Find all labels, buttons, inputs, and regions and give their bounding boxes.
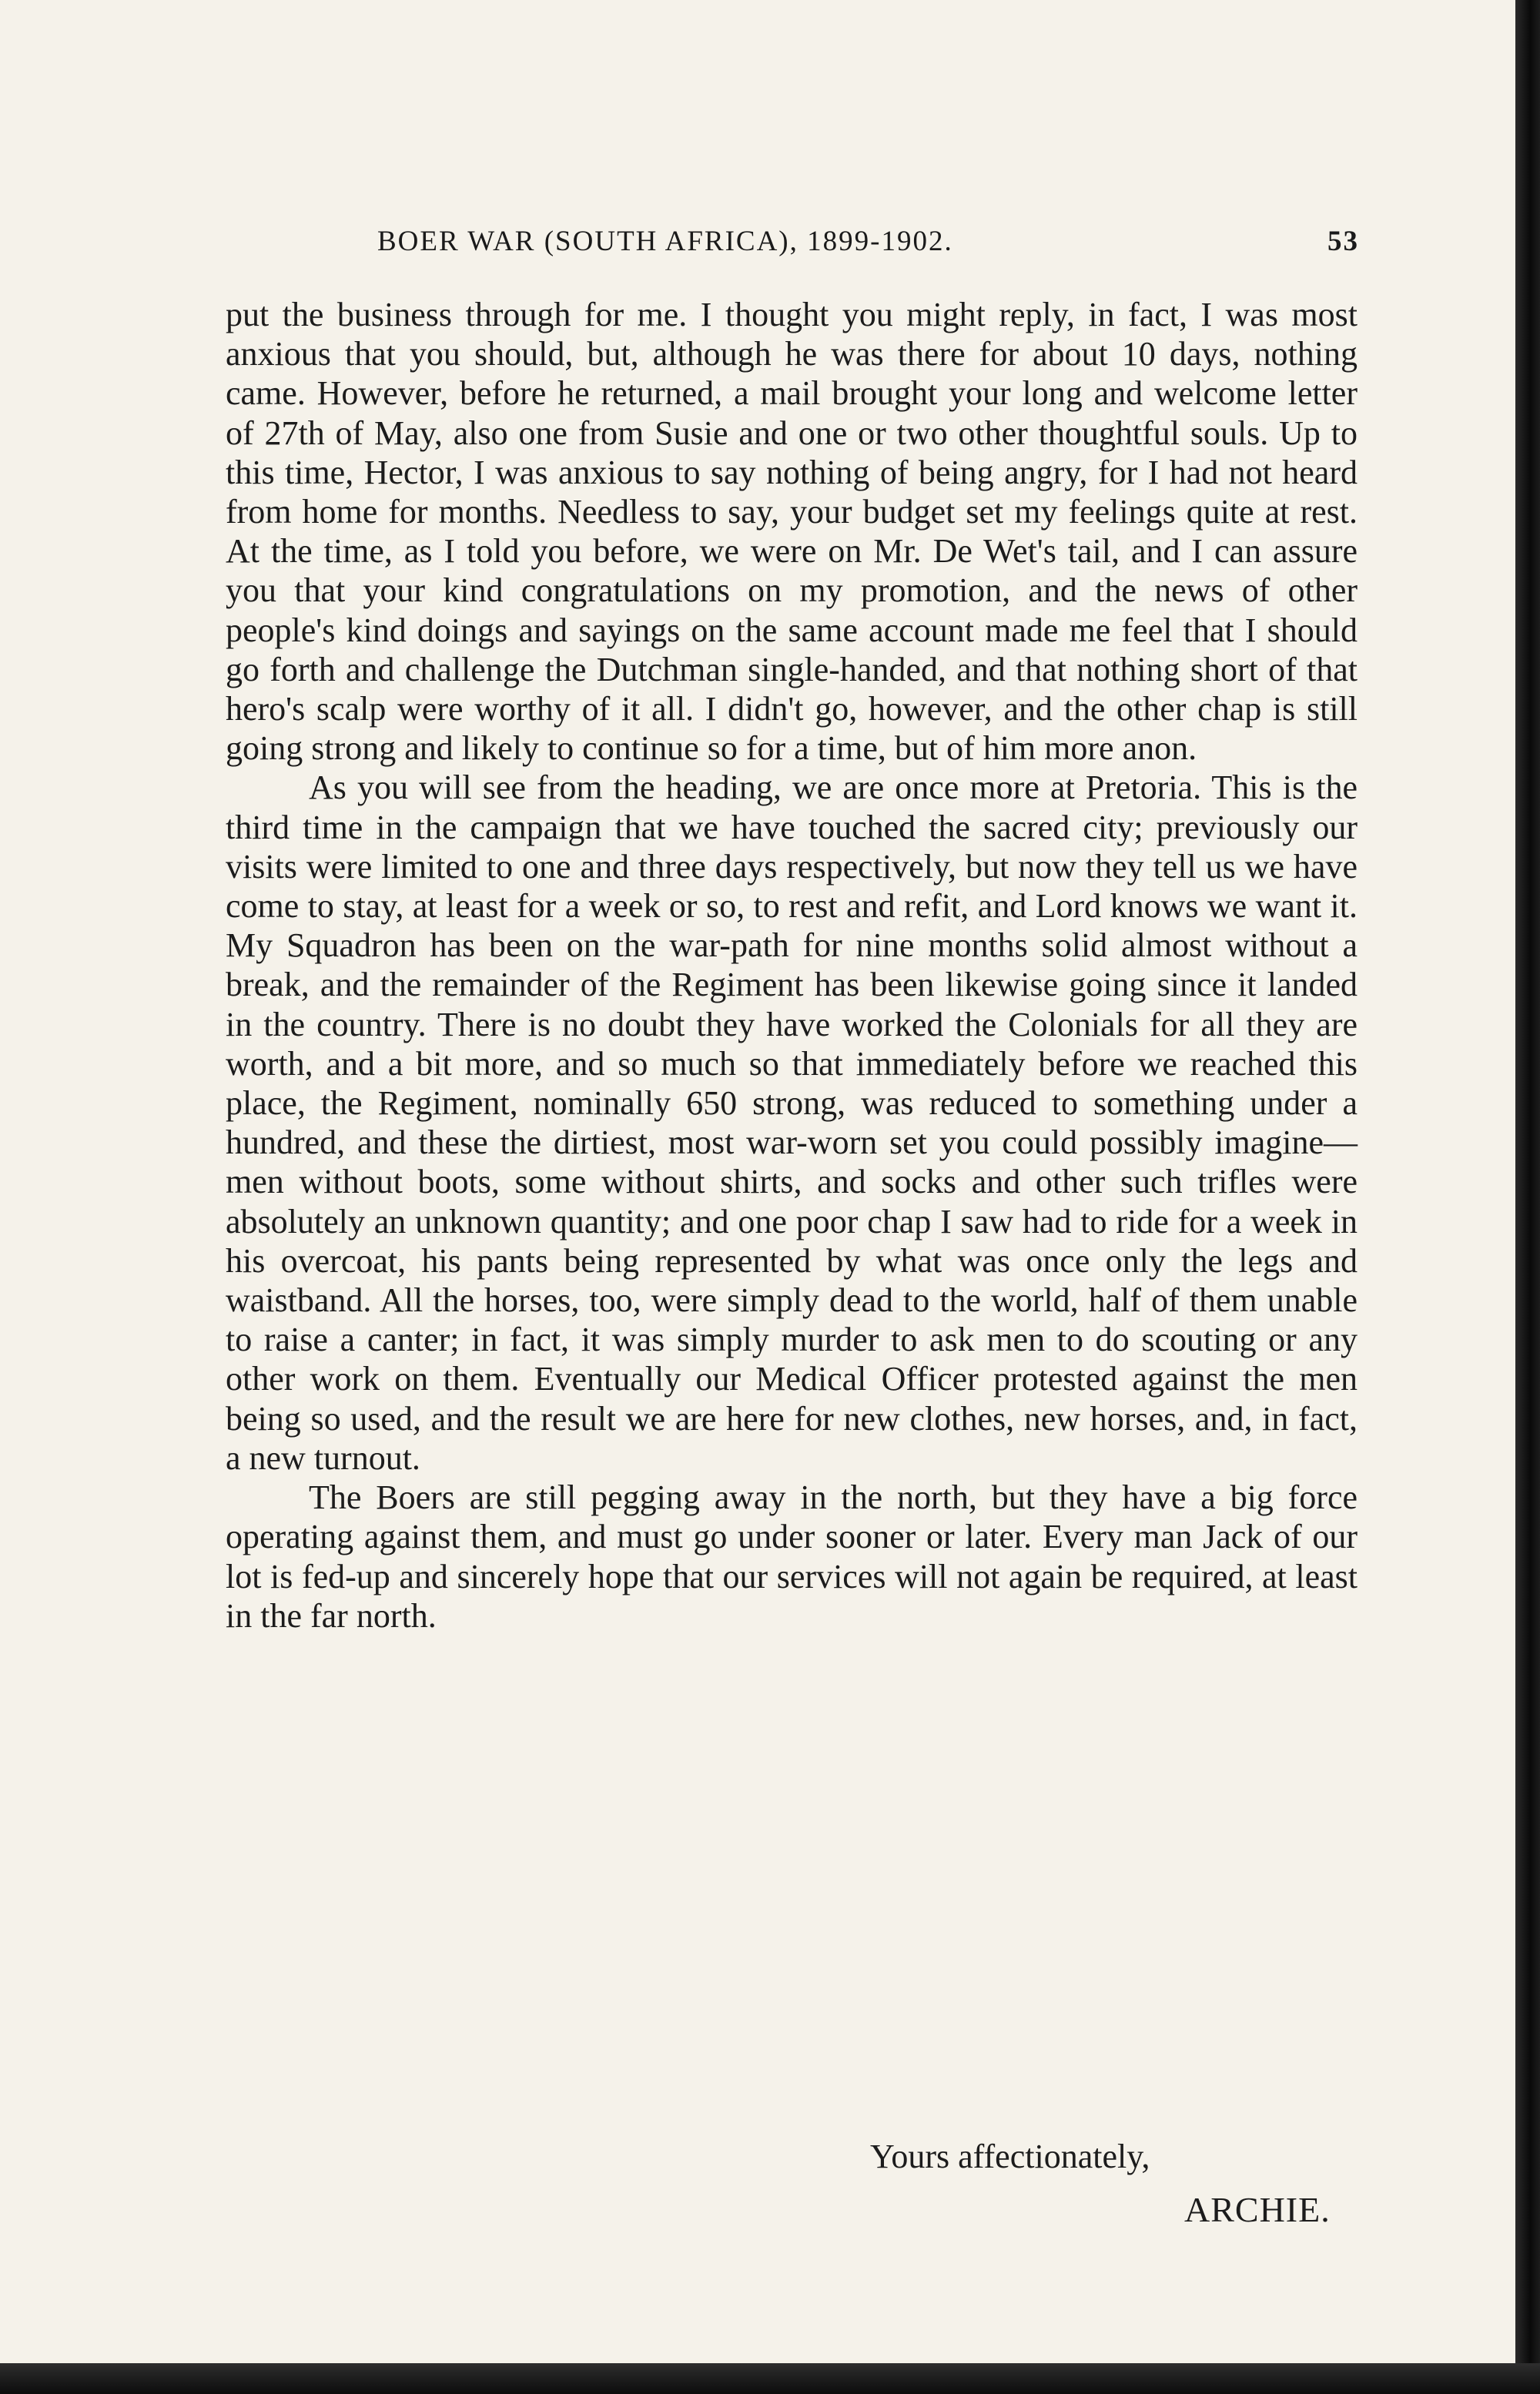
scan-bottom-edge [0, 2363, 1540, 2394]
paragraph-1: put the business through for me. I thought you might reply, in fact, I was most anxious that you should, but, although he was there for about 10 days, nothing came. However, before he returned, a mail brought your long and welcome letter of 27th of May, also one from Susie and one or two other thoughtful souls. Up to this time, Hector, I was anxious to say nothing of being angry, for I had not heard from home for months. Needless to say, your budget set my feelings quite at rest. At the time, as I told you before, we were on Mr. De Wet's tail, and I can assure you that your kind congratulations on my promotion, and the news of other people's kind doings and sayings on the same account made me feel that I should go forth and challenge the Dutchman single-handed, and that nothing short of that hero's scalp were worthy of it all. I didn't go, however, and the other chap is still going strong and likely to continue so for a time, but of him more anon. [226, 296, 1358, 768]
page-header [377, 225, 1359, 271]
letter-closing: Yours affectionately, [870, 2138, 1150, 2175]
book-spine-edge [1515, 0, 1540, 2394]
page-number: 53 [1327, 226, 1359, 257]
letter-signature: ARCHIE. [1184, 2190, 1331, 2229]
letter-body [226, 295, 1358, 1636]
running-title: BOER WAR (SOUTH AFRICA), 1899-1902. [377, 226, 953, 257]
paragraph-2: As you will see from the heading, we are once more at Pretoria. This is the third time in the campaign that we have touched the sacred city; previously our visits were limited to one and three days respectively, but now they tell us we have come to stay, at least for a week or so, to rest and refit, and Lord knows we want it. My Squadron has been on the war-path for nine months solid almost without a break, and the remainder of the Regiment has been likewise going since it landed in the country. There is no doubt they have worked the Colonials for all they are worth, and a bit more, and so much so that immediately before we reached this place, the Regiment, nominally 650 strong, was reduced to something under a hundred, and these the dirtiest, most war-worn set you could possibly imagine—men without boots, some without shirts, and socks and other such trifles were absolutely an unknown quantity; and one poor chap I saw had to ride for a week in his overcoat, his pants being represented by what was once only the legs and waistband. All the horses, too, were simply dead to the world, half of them unable to raise a canter; in fact, it was simply murder to ask men to do scouting or any other work on them. Eventually our Medical Officer protested against the men being so used, and the result we are here for new clothes, new horses, and, in fact, a new turnout. [226, 768, 1358, 1477]
paragraph-3: The Boers are still pegging away in the north, but they have a big force operating against them, and must go under sooner or later. Every man Jack of our lot is fed-up and sincerely hope that our services will not again be required, at least in the far north. [226, 1478, 1358, 1635]
